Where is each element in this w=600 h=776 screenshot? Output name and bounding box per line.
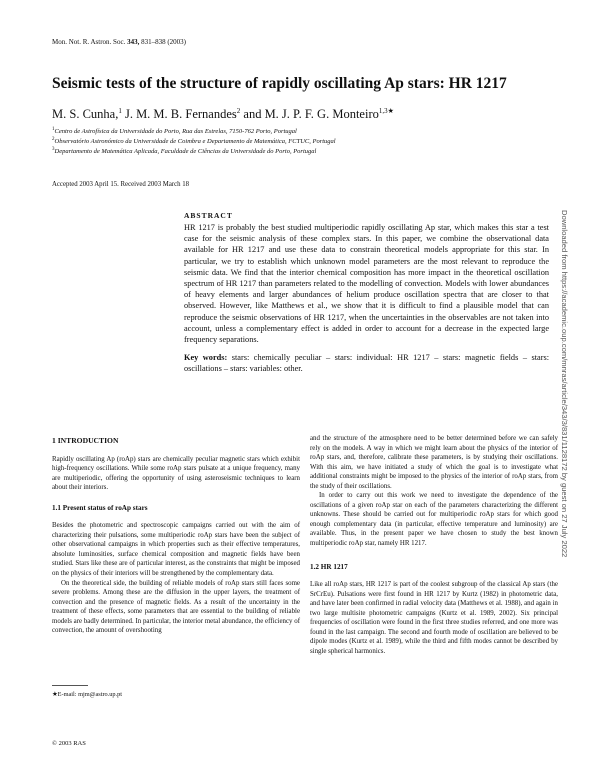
author-monteiro-affiliation: 1,3★ [378,107,394,115]
affiliation-2-text: Observatório Astronómico da Universidade de Coimbra e Departamento de Matemática, FCTUC, Portugal [54,138,336,146]
right-paragraph-2: In order to carry out this work we need to investigate the dependence of the oscillations of a given roAp star on each of the parameters characterizing the different unknowns. These should be carried out for multiperiodic roAp stars for which good enough complementary data (in particular, effective temperature and luminosity) are available. Thus, in the present paper we have chosen to study the best known multiperiodic roAp star, namely HR 1217. [310,492,558,548]
journal-citation [52,38,186,46]
status-paragraph-2: On the theoretical side, the building of reliable models of roAp stars still faces some severe problems. Among these are the diffusion in the upper layers, the treatment of convection and the presence of magnetic fields. As a result of the uncertainty in the treatment of these effects, some parameters that are essential to the building of reliable models are badly determined. In particular, the interior metal abundance, the efficiency of convection, the amount of overshooting [52,579,300,635]
copyright-notice: © 2003 RAS [52,740,86,747]
affiliation-3-marker: 3 [52,147,55,152]
intro-paragraph: Rapidly oscillating Ap (roAp) stars are chemically peculiar magnetic stars which exhibit high-frequency oscillations. While some roAp stars pulsate at a unique frequency, many are multiperiodic, offering the opportunity of using asteroseismic techniques to learn about their interiors. [52,455,300,492]
subsection-heading-hr1217: 1.2 HR 1217 [310,562,348,571]
author-monteiro[interactable]: and M. J. P. F. G. Monteiro [243,107,379,122]
email-footnote[interactable]: ★E-mail: mjm@astro.up.pt [52,691,123,698]
journal-name: Mon. Not. R. Astron. Soc. [52,38,126,46]
subsection-heading-status: 1.1 Present status of roAp stars [52,503,148,512]
keywords-label: Key words: [184,353,228,363]
abstract-heading: ABSTRACT [184,211,233,220]
affiliation-2 [52,137,336,145]
section-heading-introduction: 1 INTRODUCTION [52,436,119,445]
affiliation-1 [52,127,297,135]
affiliation-1-text: Centro de Astrofísica da Universidade do Porto, Rua das Estrelas, 7150-762 Porto, Portugal [54,128,297,136]
download-watermark[interactable]: Downloaded from https://academic.oup.com/mnras/article/343/3/831/1128172 by guest on 27 July 2022 [560,210,569,558]
keywords [184,352,549,374]
status-paragraph-1: Besides the photometric and spectroscopic campaigns carried out with the aim of characterizing their pulsations, some multiperiodic roAp stars have been the subject of other observational campaigns in which properties such as their effective temperatures, absolute luminosities, surface chemical composition and magnetic fields have been studied. Stars like these are of particular interest, as the constraints that might be imposed on the physics of their interiors will be strengthened by the complementary data. [52,522,300,578]
journal-volume: 343, [127,38,140,46]
author-fernandes-affiliation: 2 [236,107,241,115]
right-paragraph-1: and the structure of the atmosphere need to be better determined before we can safely rely on the models. A way in which we might learn about the physics of the interior of roAp stars, and, therefore, calibrate these parameters, is by studying their oscillations. With this aim, we have initiated a study of which the goal is to investigate what additional constraints might be imposed to the physics of the interior of roAp stars, from the study of their oscillations. [310,435,558,490]
footnote-divider [52,685,88,686]
affiliation-3 [52,147,316,155]
journal-pages: 831–838 (2003) [141,38,186,46]
accepted-date: Accepted 2003 April 15. Received 2003 March 18 [52,181,190,188]
affiliation-2-marker: 2 [52,137,55,142]
affiliation-1-marker: 1 [52,127,55,132]
abstract-text: HR 1217 is probably the best studied multiperiodic rapidly oscillating Ap star, which makes this star a test case for the seismic analysis of these complex stars. In this paper, we combine the observational data available for HR 1217 and use these data to constrain theoretical models appropriate for this star. In particular, we try to establish which unknown model parameters are the most relevant to reproduce the seismic data. We find that the interior chemical composition has more impact in the theoretical oscillation spectrum of HR 1217 than parameters related to the modelling of convection. Models with lower abundances of heavy elements and larger abundances of helium produce oscillation spectra that are closer to that observed. However, like Matthews et al., we show that it is difficult to find a plausible model that can reproduce the seismic observations of HR 1217, when the uncertainties in the observables are not taken into account, unless a complementary effect is added in order to account for a decrease in the expected large frequency separations. [184,223,549,345]
paper-title: Seismic tests of the structure of rapidly oscillating Ap stars: HR 1217 [52,75,507,92]
affiliation-3-text: Departamento de Matemática Aplicada, Faculdade de Ciências da Universidade do Porto, Portugal [54,148,317,156]
hr1217-paragraph: Like all roAp stars, HR 1217 is part of the coolest subgroup of the classical Ap stars (the SrCrEu). Pulsations were first found in HR 1217 by Kurtz (1982) in photometric data, and have later been confirmed in radial velocity data (Matthews et al. 1988), and again in two large multisite photometric campaigns (Kurtz et al. 1989, 2002). Six principal frequencies of oscillation were found in the first three studies referred, and one more was found in the last campaign. The second and fourth mode of oscillation are believed to be dipole modes (Kurtz et al. 1989), while the third and fifth modes cannot be described by single spherical harmonics. [310,581,558,655]
left-column [52,436,300,636]
author-list [52,107,394,122]
keywords-text: stars: chemically peculiar – stars: individual: HR 1217 – stars: magnetic fields – stars: oscillations – stars: variables: other. [184,353,549,374]
right-column [310,434,558,656]
abstract-block [184,211,549,375]
author-cunha[interactable]: M. S. Cunha, [52,107,119,122]
author-fernandes[interactable]: J. M. M. B. Fernandes [124,107,237,122]
author-cunha-affiliation: 1 [118,107,122,115]
